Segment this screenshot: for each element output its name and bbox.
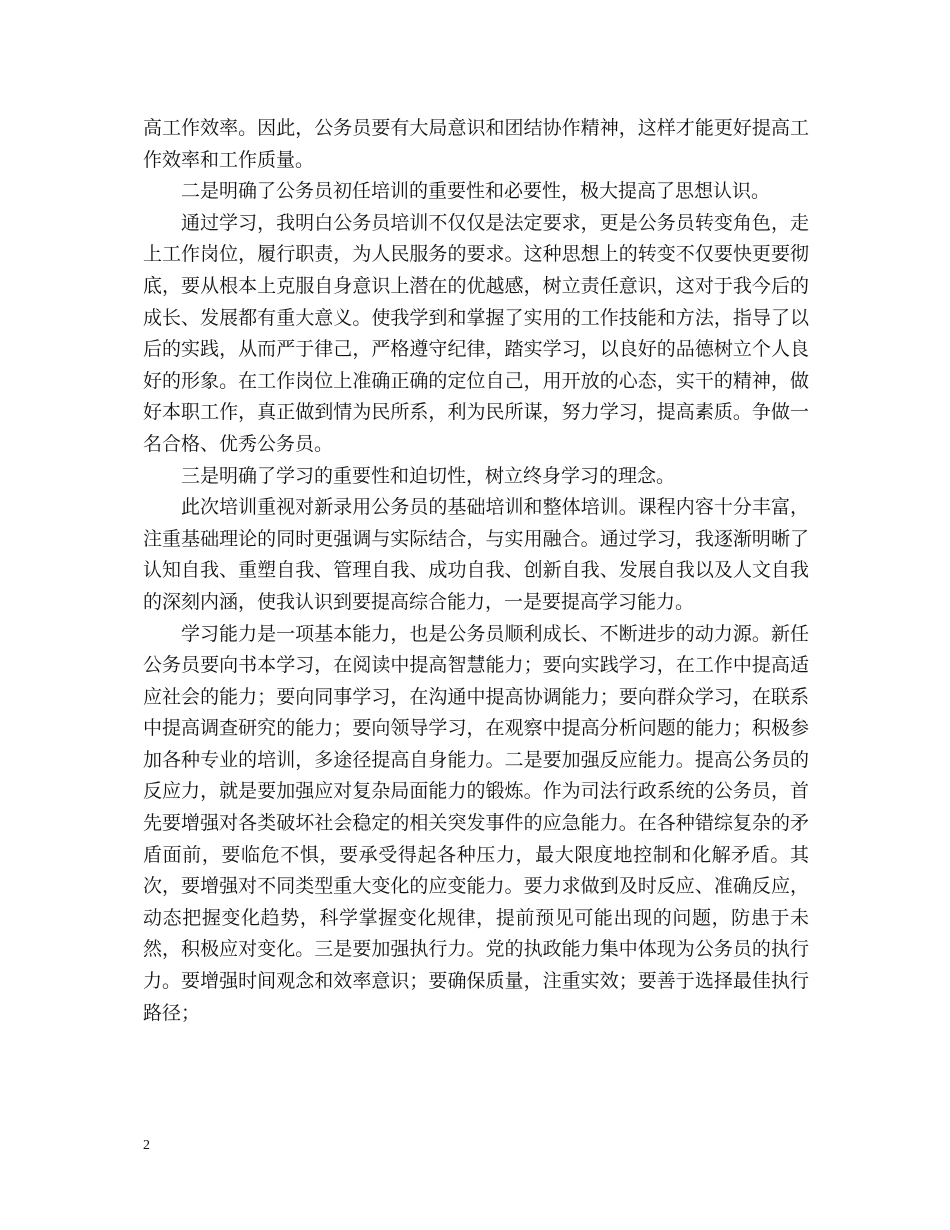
paragraph-2: 二是明确了公务员初任培训的重要性和必要性，极大提高了思想认识。 [181,180,771,203]
paragraph-5: 此次培训重视对新录用公务员的基础培训和整体培训。课程内容十分丰富，注重基础理论的同时更强调与实际结合，与实用融合。通过学习，我逐渐明晰了认知自我、重塑自我、管理自我、成功自我、创新自我、发展自我以及人文自我的深刻内涵，使我认识到要提高综合能力，一是要提高学习能力。 [143,496,809,613]
paragraph-4: 三是明确了学习的重要性和迫切性，树立终身学习的理念。 [181,464,676,487]
page-number: 2 [143,1138,150,1153]
paragraph-3: 通过学习，我明白公务员培训不仅仅是法定要求，更是公务员转变角色，走上工作岗位，履行职责，为人民服务的要求。这种思想上的转变不仅要快更要彻底，要从根本上克服自身意识上潜在的优越感，树立责任意识，这对于我今后的成长、发展都有重大意义。使我学到和掌握了实用的工作技能和方法，指导了以后的实践，从而严于律己，严格遵守纪律，踏实学习，以良好的品德树立个人良好的形象。在工作岗位上准确正确的定位自己，用开放的心态，实干的精神，做好本职工作，真正做到情为民所系，利为民所谋，努力学习，提高素质。争做一名合格、优秀公务员。 [143,211,809,455]
paragraph-1: 高工作效率。因此，公务员要有大局意识和团结协作精神，这样才能更好提高工作效率和工作质量。 [143,117,809,171]
paragraph-6: 学习能力是一项基本能力，也是公务员顺利成长、不断进步的动力源。新任公务员要向书本学习，在阅读中提高智慧能力；要向实践学习，在工作中提高适应社会的能力；要向同事学习，在沟通中提高协调能力；要向群众学习，在联系中提高调查研究的能力；要向领导学习，在观察中提高分析问题的能力；积极参加各种专业的培训，多途径提高自身能力。二是要加强反应能力。提高公务员的反应力，就是要加强应对复杂局面能力的锻炼。作为司法行政系统的公务员，首先要增强对各类破坏社会稳定的相关突发事件的应急能力。在各种错综复杂的矛盾面前，要临危不惧，要承受得起各种压力，最大限度地控制和化解矛盾。其次，要增强对不同类型重大变化的应变能力。要力求做到及时反应、准确反应，动态把握变化趋势，科学掌握变化规律，提前预见可能出现的问题，防患于未然，积极应对变化。三是要加强执行力。党的执政能力集中体现为公务员的执行力。要增强时间观念和效率意识；要确保质量，注重实效；要善于选择最佳执行路径； [143,622,809,1024]
body-text [143,113,809,1029]
